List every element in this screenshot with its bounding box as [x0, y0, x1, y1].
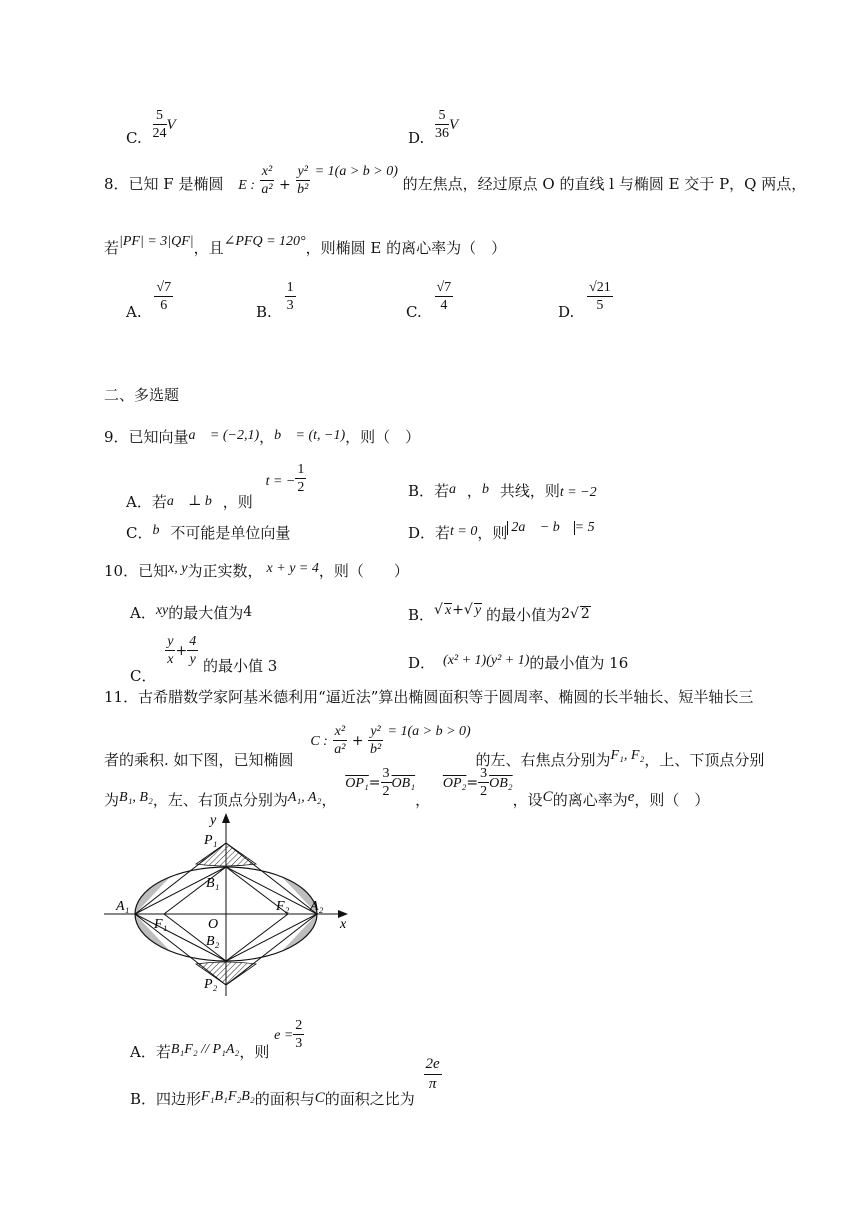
label-a2: A₂ [310, 899, 324, 914]
q9-option-b: B．若a⃗，b⃗共线，则t = −2 [408, 482, 597, 500]
q7-option-c-label: C. [126, 128, 142, 147]
shade-lower-right [282, 914, 317, 951]
label-a1: A₁ [116, 899, 130, 914]
q11-option-a: A．若B₁F₂ // P₁A₂，则 e = $\frac{2}{3}$ [130, 1018, 303, 1061]
q10-option-a: A．xy的最大值为4 [130, 603, 253, 622]
q8-option-c: C. $\frac{√7}{4}$ [406, 280, 452, 321]
q10-stem: 10．已知x, y为正实数， x + y = 4，则（ ） [104, 561, 409, 580]
shade-upper-left [135, 877, 170, 914]
q8-line2: 若|PF| = 3|QF|，且∠PFQ = 120°，则椭圆 E 的离心率为（ ） [104, 234, 507, 257]
q11-line2: 者的乘积. 如下图，已知椭圆 C : $\frac{\text{x²}}{\text{a²}}$ + $\frac{\text{y²}}{\text{b²}}$ = 1(a > b > 0) 的左、右焦点分别为F₁, F₂，上、下顶点分别 [104, 723, 765, 769]
ellipse-figure [100, 810, 360, 1000]
q8-option-b: B. $\frac{1}{3}$ [256, 280, 294, 321]
q9-option-d: D．若t = 0，则 2a⃗ − b⃗ = 5 [408, 520, 595, 542]
y-axis-arrow [222, 813, 230, 823]
q7-option-d-frac: $\frac{5}{36}$ [435, 108, 450, 142]
q10-option-b: B．√ x+√ y 的最小值为2√ 2 [408, 602, 590, 624]
q9-option-c: C．b⃗不可能是单位向量 [126, 523, 291, 542]
q11-line1: 11．古希腊数学家阿基米德利用“逼近法”算出椭圆面积等于圆周率、椭圆的长半轴长、短半轴长三 [104, 688, 754, 706]
q10-option-d: D． (x² + 1)(y² + 1)的最小值为 16 [408, 653, 629, 672]
q9-option-a: A．若a⃗ ⊥ b⃗，则 t = − $\frac{1}{2}$ [126, 462, 305, 511]
label-x: x [340, 917, 347, 932]
label-p1: P₁ [204, 833, 218, 848]
q11-line3: 为B₁, B₂，左、右顶点分别为A₁, A₂， OP₁= $\frac{3}{2}$ OB₁， OP₂= $\frac{3}{2}$ OB₂，设C的离心率为e，则（ ） [104, 766, 710, 809]
label-f1: F₁ [154, 917, 168, 932]
q7-option-c: C. $\frac{5}{24}$ V [126, 108, 176, 147]
q10-option-c: C． $\frac{y}{x}$ + $\frac{4}{y}$ 的最小值 3 [130, 634, 278, 685]
q7-option-c-frac: $\frac{5}{24}$ [152, 108, 167, 142]
label-b1: B₁ [206, 876, 220, 891]
section-title: 二、多选题 [104, 386, 180, 404]
label-y: y [210, 813, 217, 828]
q8-line1: 8．已知 F 是椭圆 E : $\frac{\text{x²}}{\text{a²}}$ + $\frac{\text{y²}}{\text{b²}}$ = 1(a > b > 0) 的左焦点，经过原点 O 的直线 l 与椭圆 E 交于 P，Q 两点， [104, 163, 807, 198]
q7-option-d-label: D. [408, 128, 425, 147]
label-f2: F₂ [276, 899, 290, 914]
q9-stem: 9．已知向量a⃗ = (−2,1)，b⃗ = (t, −1)，则（ ） [104, 428, 421, 446]
label-b2: B₂ [206, 934, 220, 949]
label-p2: P₂ [204, 977, 218, 992]
q11-option-b: B．四边形F₁B₁F₂B₂的面积与C的面积之比为 $\frac{2e}{\pi}$ [130, 1056, 440, 1108]
label-o: O [208, 917, 219, 932]
q8-option-d: D. $\frac{√21}{5}$ [558, 280, 611, 321]
q7-option-d: D. $\frac{5}{36}$ V [408, 108, 459, 147]
q8-option-a: A. $\frac{√7}{6}$ [126, 280, 172, 321]
